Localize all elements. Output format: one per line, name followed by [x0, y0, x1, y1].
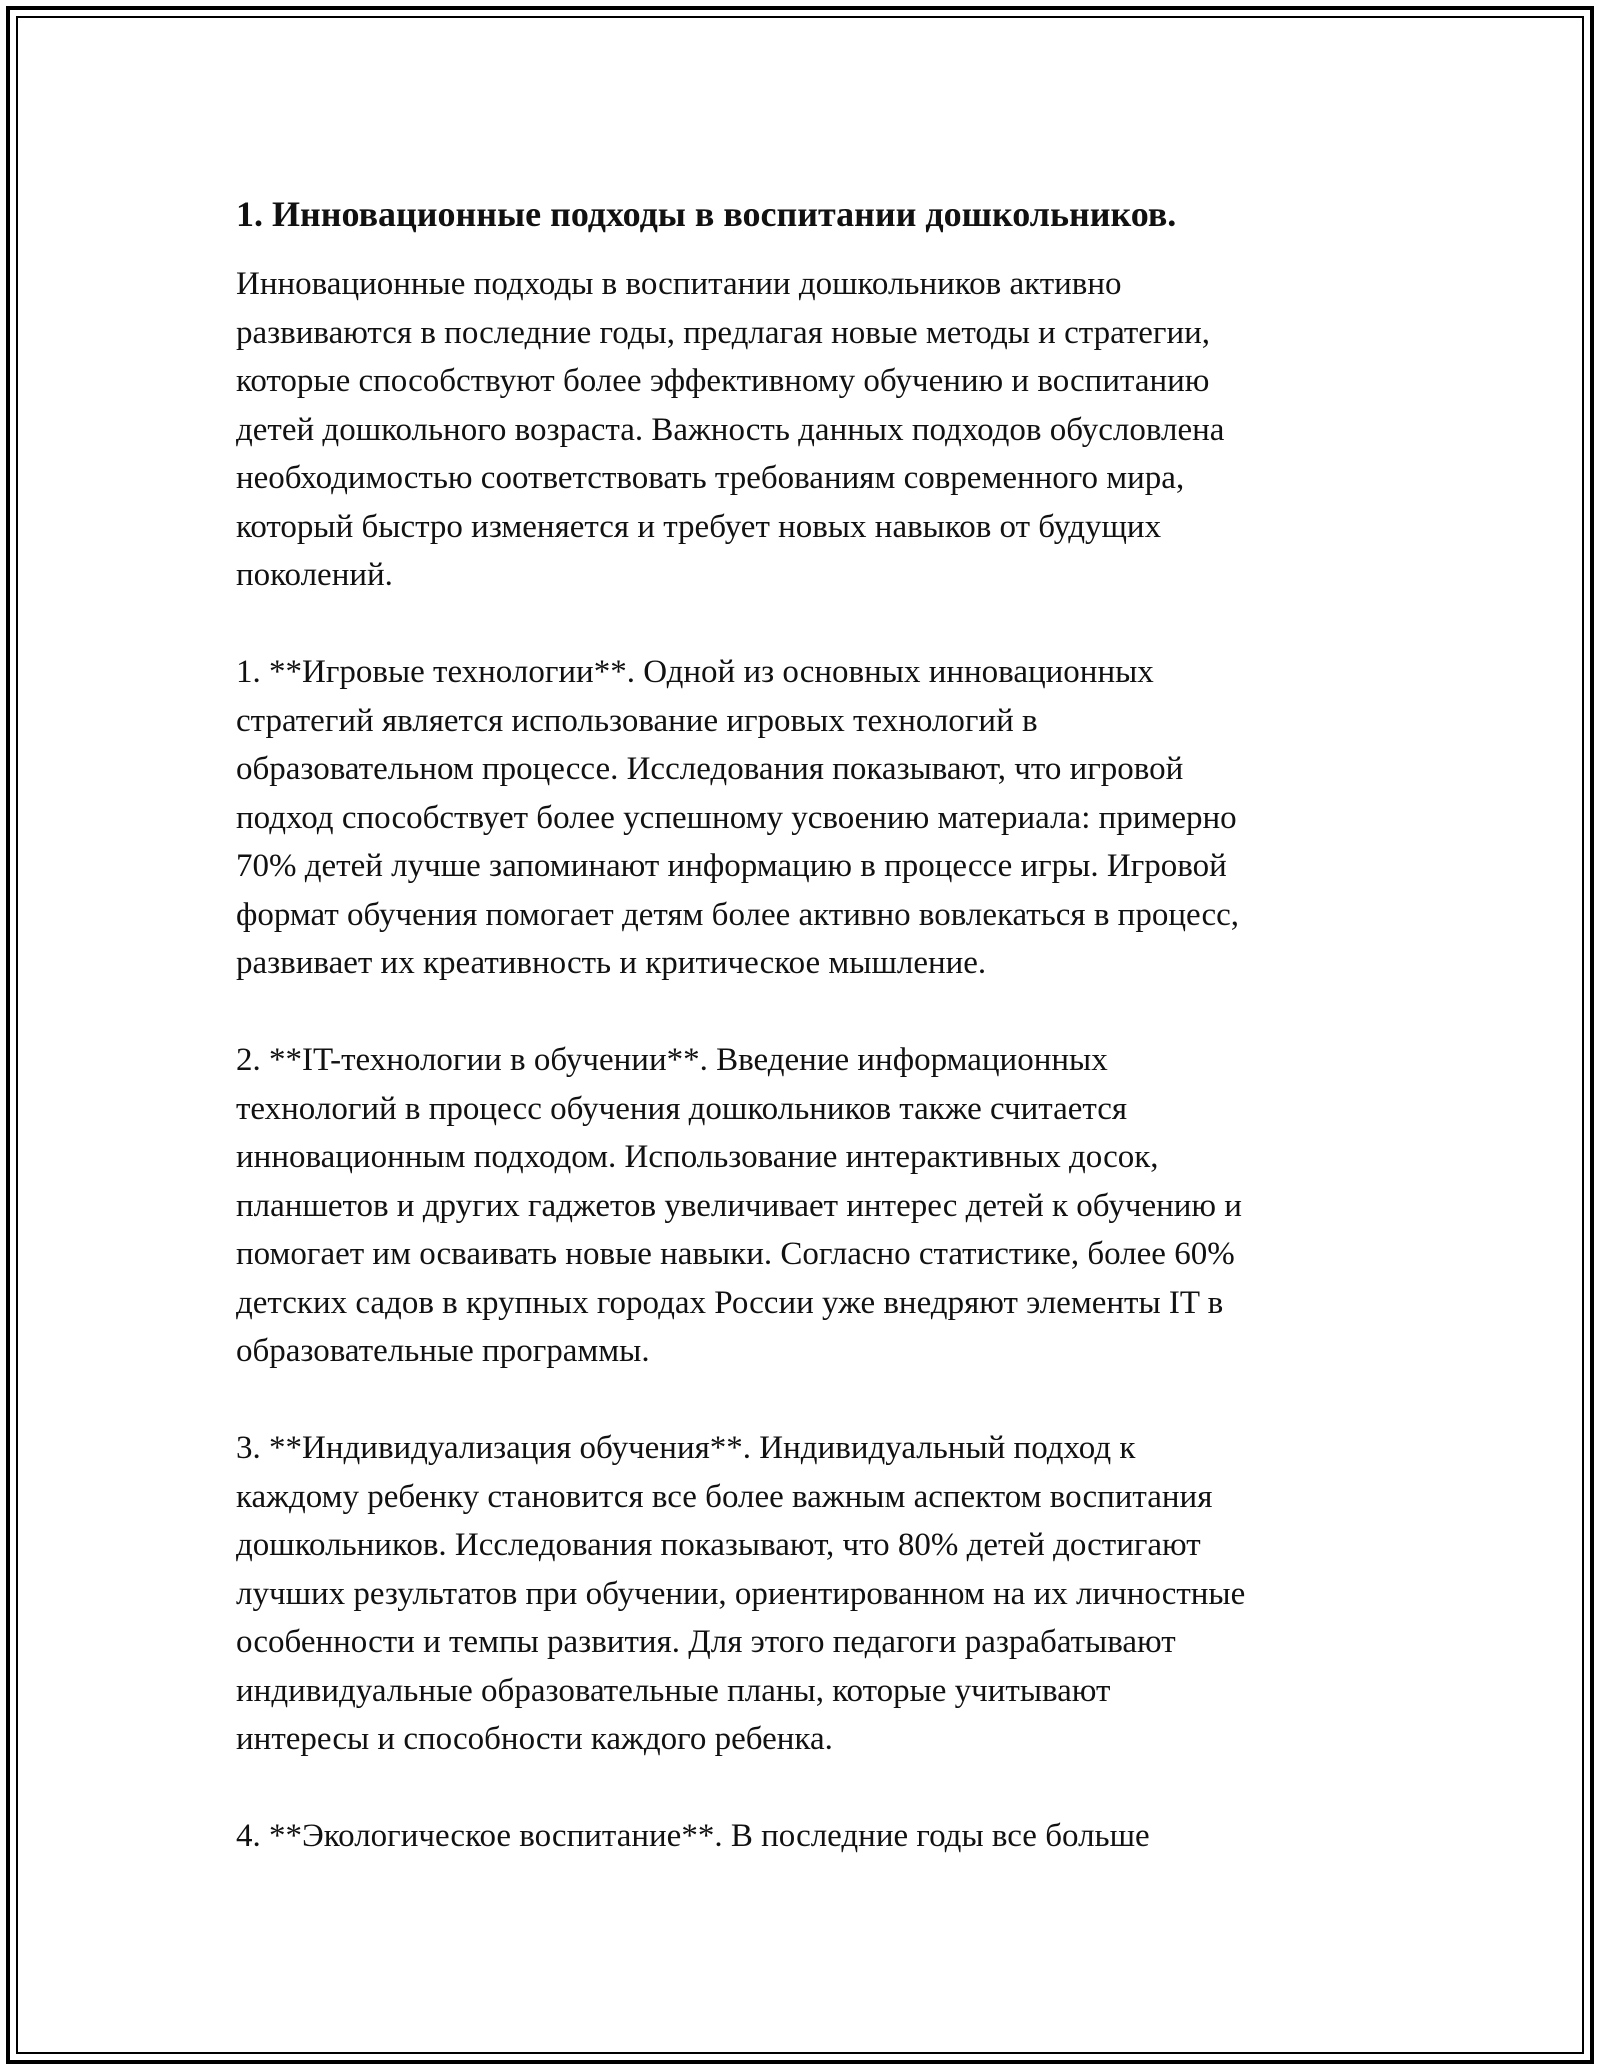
text-line: 4. **Экологическое воспитание**. В последние годы все больше [236, 1818, 1150, 1854]
paragraph-it-technologies [236, 1036, 1366, 1376]
text-line: развивает их креативность и критическое мышление. [236, 945, 987, 981]
paragraph-game-technologies [236, 648, 1366, 988]
text-line: планшетов и других гаджетов увеличивает интерес детей к обучению и [236, 1187, 1242, 1224]
text-line: помогает им осваивать новые навыки. Согласно статистике, более 60% [236, 1236, 1235, 1272]
text-line: дошкольников. Исследования показывают, что 80% детей достигают [236, 1527, 1201, 1563]
text-line: технологий в процесс обучения дошкольников также считается [236, 1090, 1128, 1127]
text-line: образовательном процессе. Исследования показывают, что игровой [236, 751, 1184, 787]
text-line: образовательные программы. [236, 1333, 650, 1369]
text-line: подход способствует более успешному усвоению материала: примерно [236, 799, 1237, 836]
text-line: лучших результатов при обучении, ориентированном на их личностные [236, 1575, 1246, 1612]
text-line: 3. **Индивидуализация обучения**. Индивидуальный подход к [236, 1430, 1136, 1466]
paragraph-individualization [236, 1424, 1366, 1764]
text-line: необходимостью соответствовать требованиям современного мира, [236, 460, 1185, 496]
document-body [236, 190, 1366, 1909]
section-heading: 1. Инновационные подходы в воспитании дошкольников. [236, 194, 1177, 234]
text-line: формат обучения помогает детям более активно вовлекаться в процесс, [236, 896, 1240, 933]
text-line: поколений. [236, 557, 393, 593]
text-line: интересы и способности каждого ребенка. [236, 1721, 833, 1757]
text-line: стратегий является использование игровых технологий в [236, 702, 1038, 739]
text-line: 2. **IT-технологии в обучении**. Введение информационных [236, 1042, 1108, 1078]
text-line: который быстро изменяется и требует новых навыков от будущих [236, 508, 1162, 545]
text-line: 70% детей лучше запоминают информацию в процессе игры. Игровой [236, 848, 1227, 884]
text-line: 1. **Игровые технологии**. Одной из основных инновационных [236, 654, 1154, 690]
text-line: детей дошкольного возраста. Важность данных подходов обусловлена [236, 411, 1225, 448]
text-line: детских садов в крупных городах России уже внедряют элементы IT в [236, 1284, 1224, 1321]
text-line: развиваются в последние годы, предлагая новые методы и стратегии, [236, 314, 1211, 351]
text-line: которые способствуют более эффективному обучению и воспитанию [236, 363, 1210, 399]
paragraph-intro [236, 260, 1366, 600]
text-line: индивидуальные образовательные планы, которые учитывают [236, 1672, 1111, 1709]
text-line: инновационным подходом. Использование интерактивных досок, [236, 1139, 1159, 1175]
text-line: особенности и темпы развития. Для этого педагоги разрабатывают [236, 1624, 1176, 1660]
paragraph-ecological-education [236, 1812, 1366, 1861]
text-line: каждому ребенку становится все более важным аспектом воспитания [236, 1478, 1213, 1515]
text-line: Инновационные подходы в воспитании дошкольников активно [236, 266, 1122, 302]
